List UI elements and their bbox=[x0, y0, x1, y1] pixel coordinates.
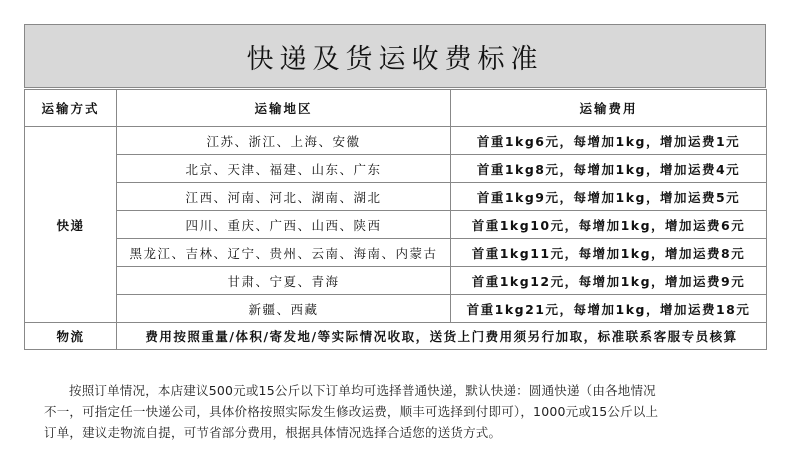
region-cell: 北京、天津、福建、山东、广东 bbox=[117, 155, 451, 183]
logistics-row bbox=[25, 323, 767, 350]
header-method: 运输方式 bbox=[25, 90, 117, 127]
fee-cell: 首重1kg12元，每增加1kg，增加运费9元 bbox=[451, 267, 767, 295]
region-cell: 江苏、浙江、上海、安徽 bbox=[117, 127, 451, 155]
table-row bbox=[25, 211, 767, 239]
region-cell: 新疆、西藏 bbox=[117, 295, 451, 323]
region-cell: 江西、河南、河北、湖南、湖北 bbox=[117, 183, 451, 211]
fee-cell: 首重1kg10元，每增加1kg，增加运费6元 bbox=[451, 211, 767, 239]
footnote-line: 按照订单情况，本店建议500元或15公斤以下订单均可选择普通快递，默认快递：圆通快递（由各地情况 bbox=[69, 383, 656, 398]
table-row bbox=[25, 239, 767, 267]
table-row bbox=[25, 127, 767, 155]
table-row bbox=[25, 183, 767, 211]
header-region: 运输地区 bbox=[117, 90, 451, 127]
header-fee: 运输费用 bbox=[451, 90, 767, 127]
fee-cell: 首重1kg11元，每增加1kg，增加运费8元 bbox=[451, 239, 767, 267]
region-cell: 甘肃、宁夏、青海 bbox=[117, 267, 451, 295]
method-logistics: 物流 bbox=[25, 323, 117, 350]
logistics-note: 费用按照重量/体积/寄发地/等实际情况收取，送货上门费用须另行加取，标准联系客服专员核算 bbox=[117, 323, 767, 350]
shipping-footnote bbox=[44, 380, 756, 443]
fee-cell: 首重1kg6元，每增加1kg，增加运费1元 bbox=[451, 127, 767, 155]
shipping-rate-table bbox=[24, 89, 767, 350]
footnote-line: 不一，可指定任一快递公司，具体价格按照实际发生修改运费，顺丰可选择到付即可），1000元或15公斤以上 bbox=[44, 404, 659, 419]
fee-cell: 首重1kg9元，每增加1kg，增加运费5元 bbox=[451, 183, 767, 211]
region-cell: 黑龙江、吉林、辽宁、贵州、云南、海南、内蒙古 bbox=[117, 239, 451, 267]
region-cell: 四川、重庆、广西、山西、陕西 bbox=[117, 211, 451, 239]
table-row bbox=[25, 295, 767, 323]
footnote-line: 订单，建议走物流自提，可节省部分费用，根据具体情况选择合适您的送货方式。 bbox=[44, 425, 502, 440]
fee-cell: 首重1kg21元，每增加1kg，增加运费18元 bbox=[451, 295, 767, 323]
page-title: 快递及货运收费标准 bbox=[24, 24, 766, 88]
method-express: 快递 bbox=[25, 127, 117, 323]
fee-cell: 首重1kg8元，每增加1kg，增加运费4元 bbox=[451, 155, 767, 183]
table-row bbox=[25, 155, 767, 183]
table-row bbox=[25, 267, 767, 295]
table-header-row bbox=[25, 90, 767, 127]
